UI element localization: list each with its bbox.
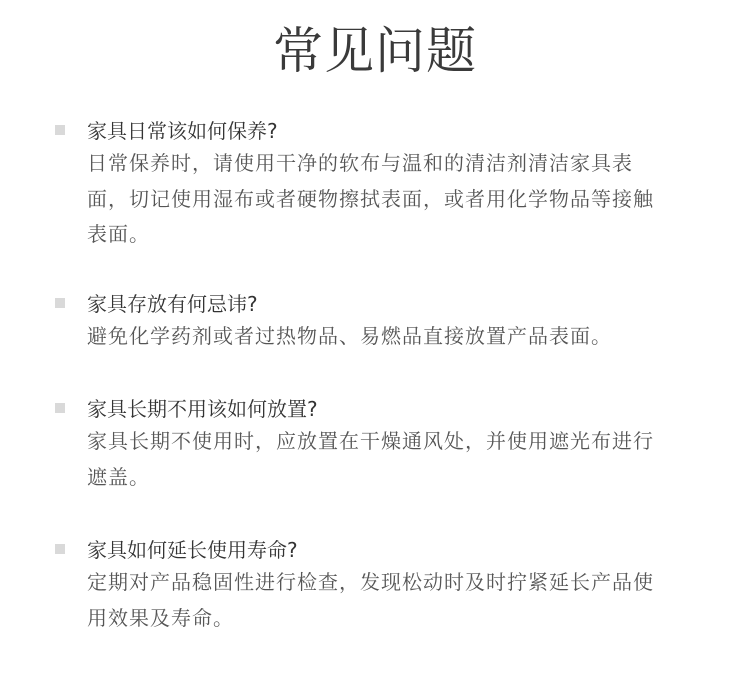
square-bullet-icon — [55, 298, 65, 308]
faq-answer: 定期对产品稳固性进行检查，发现松动时及时拧紧延长产品使用效果及寿命。 — [87, 570, 654, 630]
faq-question: 家具长期不用该如何放置? — [87, 397, 318, 421]
faq-question: 家具如何延长使用寿命? — [87, 538, 298, 562]
faq-question: 家具存放有何忌讳? — [87, 292, 258, 316]
faq-answer: 家具长期不使用时，应放置在干燥通风处，并使用遮光布进行遮盖。 — [87, 429, 654, 489]
faq-question: 家具日常该如何保养? — [87, 119, 278, 143]
square-bullet-icon — [55, 125, 65, 135]
square-bullet-icon — [55, 544, 65, 554]
faq-answer: 日常保养时，请使用干净的软布与温和的清洁剂清洁家具表面，切记使用湿布或者硬物擦拭表面，或者用化学物品等接触表面。 — [87, 151, 654, 246]
page-title: 常见问题 — [273, 22, 477, 80]
faq-answer: 避免化学药剂或者过热物品、易燃品直接放置产品表面。 — [87, 324, 612, 348]
square-bullet-icon — [55, 403, 65, 413]
